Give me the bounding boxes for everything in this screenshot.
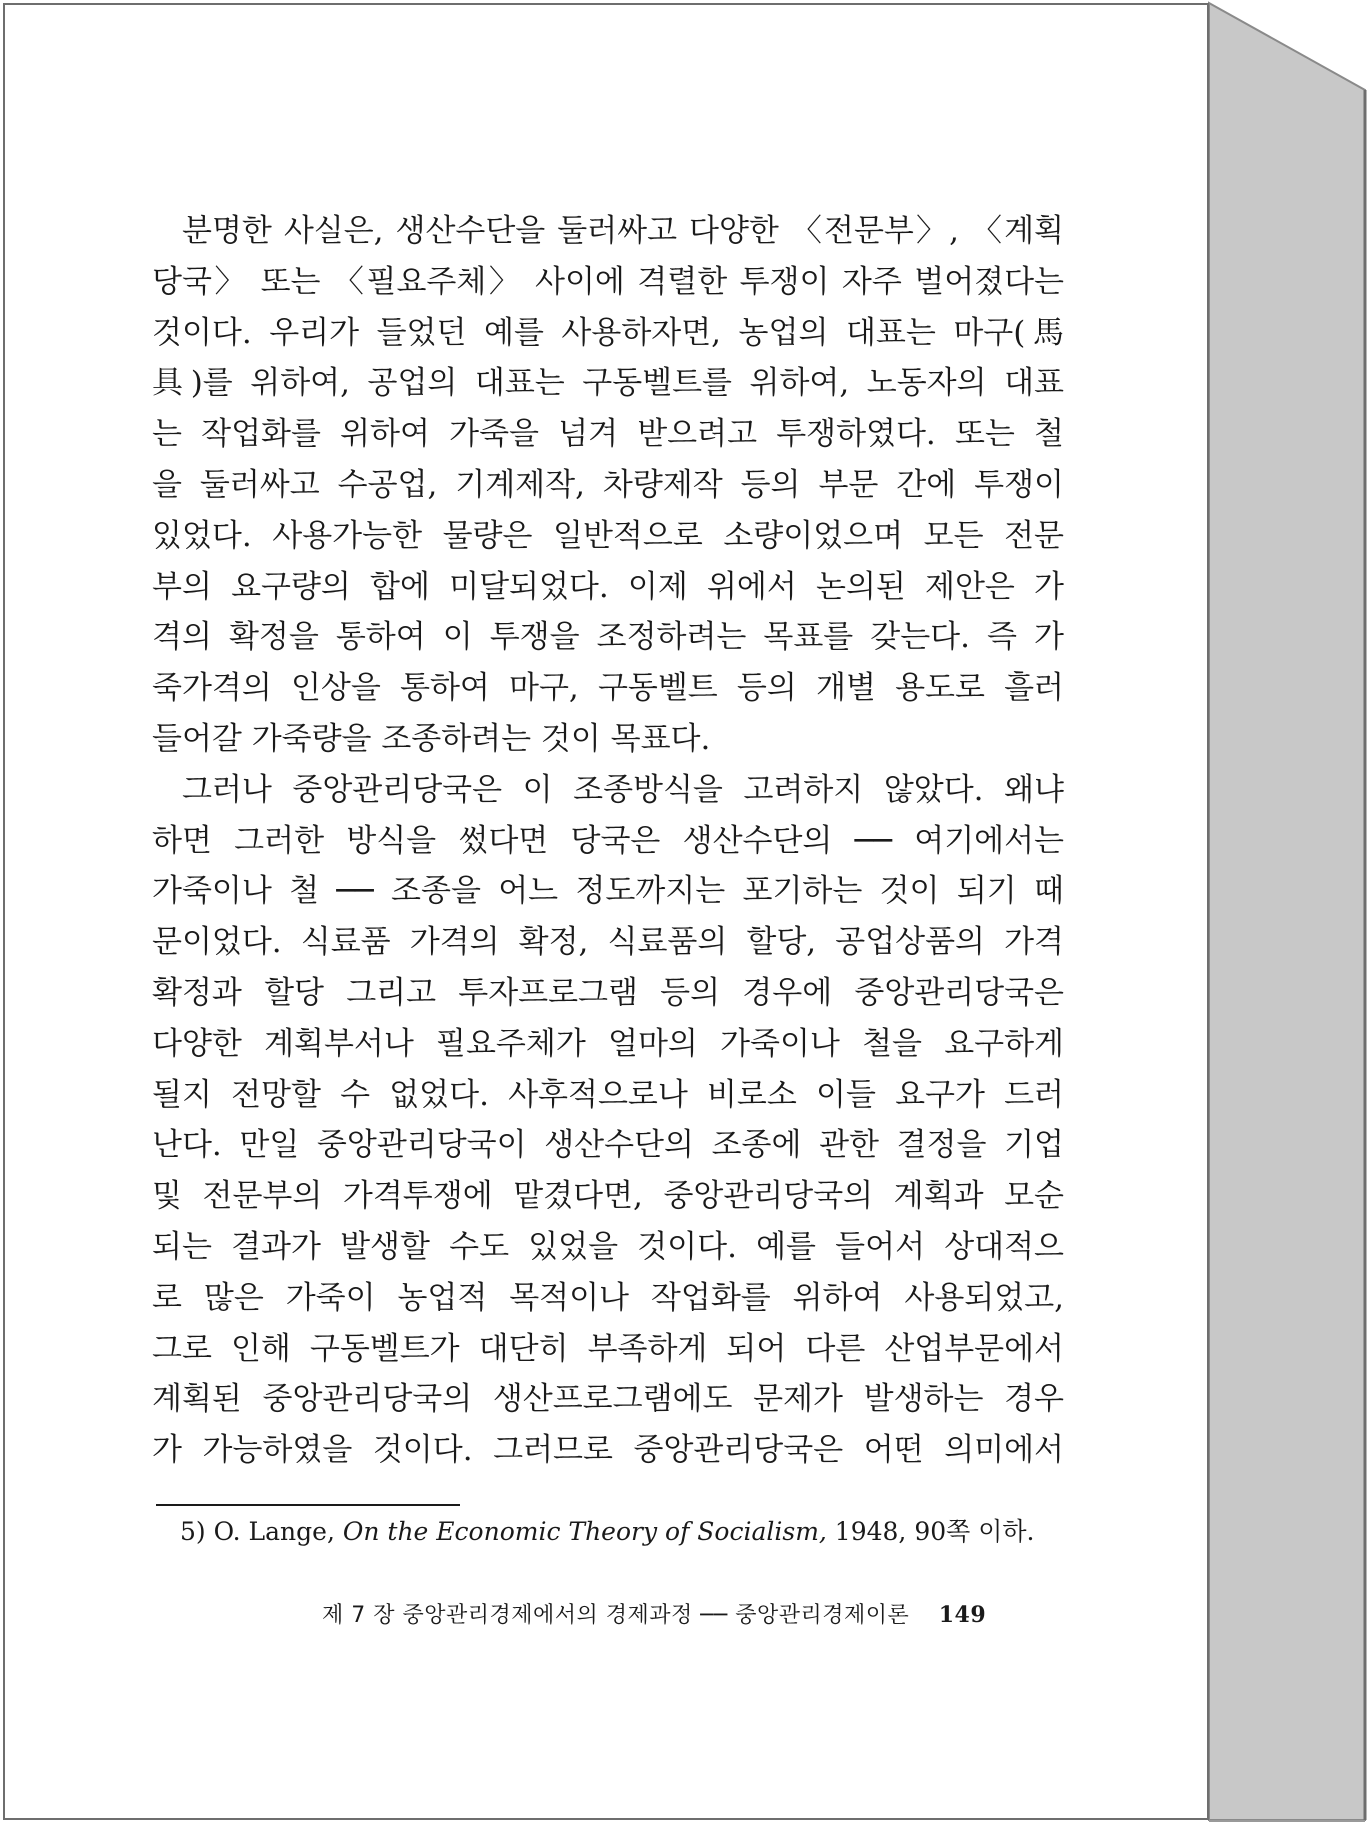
page-number: 149 [938, 1602, 987, 1628]
text-line: 가죽이나 철 ── 조종을 어느 정도까지는 포기하는 것이 되기 때 [152, 873, 1064, 910]
text-line: 될지 전망할 수 없었다. 사후적으로나 비로소 이들 요구가 드러 [152, 1076, 1064, 1113]
text-line: 하면 그러한 방식을 썼다면 당국은 생산수단의 ── 여기에서는 [152, 822, 1064, 859]
text-line: 문이었다. 식료품 가격의 확정, 식료품의 할당, 공업상품의 가격 [152, 924, 1064, 961]
footnote-rest: 1948, 90쪽 이하. [834, 1517, 1035, 1546]
footnote-title: On the Economic Theory of Socialism, [342, 1517, 827, 1546]
text-line: 격의 확정을 통하여 이 투쟁을 조정하려는 목표를 갖는다. 즉 가 [152, 619, 1064, 656]
text-line: 다양한 계획부서나 필요주체가 얼마의 가죽이나 철을 요구하게 [152, 1025, 1064, 1062]
text-line: 부의 요구량의 합에 미달되었다. 이제 위에서 논의된 제안은 가 [152, 568, 1064, 605]
text-line: 具)를 위하여, 공업의 대표는 구동벨트를 위하여, 노동자의 대표 [152, 365, 1064, 402]
text-line: 그러나 중앙관리당국은 이 조종방식을 고려하지 않았다. 왜냐 [182, 771, 1064, 808]
text-line: 로 많은 가죽이 농업적 목적이나 작업화를 위하여 사용되었고, [152, 1279, 1064, 1316]
text-line: 분명한 사실은, 생산수단을 둘러싸고 다양한 〈전문부〉, 〈계획 [182, 213, 1064, 249]
text-line: 을 둘러싸고 수공업, 기계제작, 차량제작 등의 부문 간에 투쟁이 [152, 466, 1064, 503]
text-line: 되는 결과가 발생할 수도 있었을 것이다. 예를 들어서 상대적으 [152, 1228, 1064, 1265]
footnote [180, 1512, 1034, 1548]
footnote-divider [156, 1504, 460, 1506]
text-line: 죽가격의 인상을 통하여 마구, 구동벨트 등의 개별 용도로 흘러 [152, 670, 1064, 707]
text-line: 확정과 할당 그리고 투자프로그램 등의 경우에 중앙관리당국은 [152, 974, 1064, 1011]
text-line: 그로 인해 구동벨트가 대단히 부족하게 되어 다른 산업부문에서 [152, 1330, 1064, 1367]
footnote-number: 5) [180, 1517, 206, 1546]
text-line: 가 가능하였을 것이다. 그러므로 중앙관리당국은 어떤 의미에서 [152, 1432, 1064, 1469]
chapter-title: 제 7 장 중앙관리경제에서의 경제과정 ── 중앙관리경제이론 [322, 1603, 910, 1628]
text-line: 들어갈 가죽량을 조종하려는 것이 목표다. [152, 720, 711, 757]
text-line: 있었다. 사용가능한 물량은 일반적으로 소량이었으며 모든 전문 [152, 517, 1064, 554]
text-line: 난다. 만일 중앙관리당국이 생산수단의 조종에 관한 결정을 기업 [152, 1127, 1064, 1164]
text-line: 것이다. 우리가 들었던 예를 사용하자면, 농업의 대표는 마구(馬 [152, 314, 1064, 351]
text-line: 당국〉 또는 〈필요주체〉 사이에 격렬한 투쟁이 자주 벌어졌다는 [152, 263, 1064, 300]
footnote-author: O. Lange, [213, 1517, 335, 1546]
text-line: 계획된 중앙관리당국의 생산프로그램에도 문제가 발생하는 경우 [152, 1381, 1064, 1418]
text-line: 및 전문부의 가격투쟁에 맡겼다면, 중앙관리당국의 계획과 모순 [152, 1178, 1064, 1215]
text-line: 는 작업화를 위하여 가죽을 넘겨 받으려고 투쟁하였다. 또는 철 [152, 416, 1064, 453]
running-footer [322, 1598, 986, 1629]
body-text [152, 206, 1064, 1476]
